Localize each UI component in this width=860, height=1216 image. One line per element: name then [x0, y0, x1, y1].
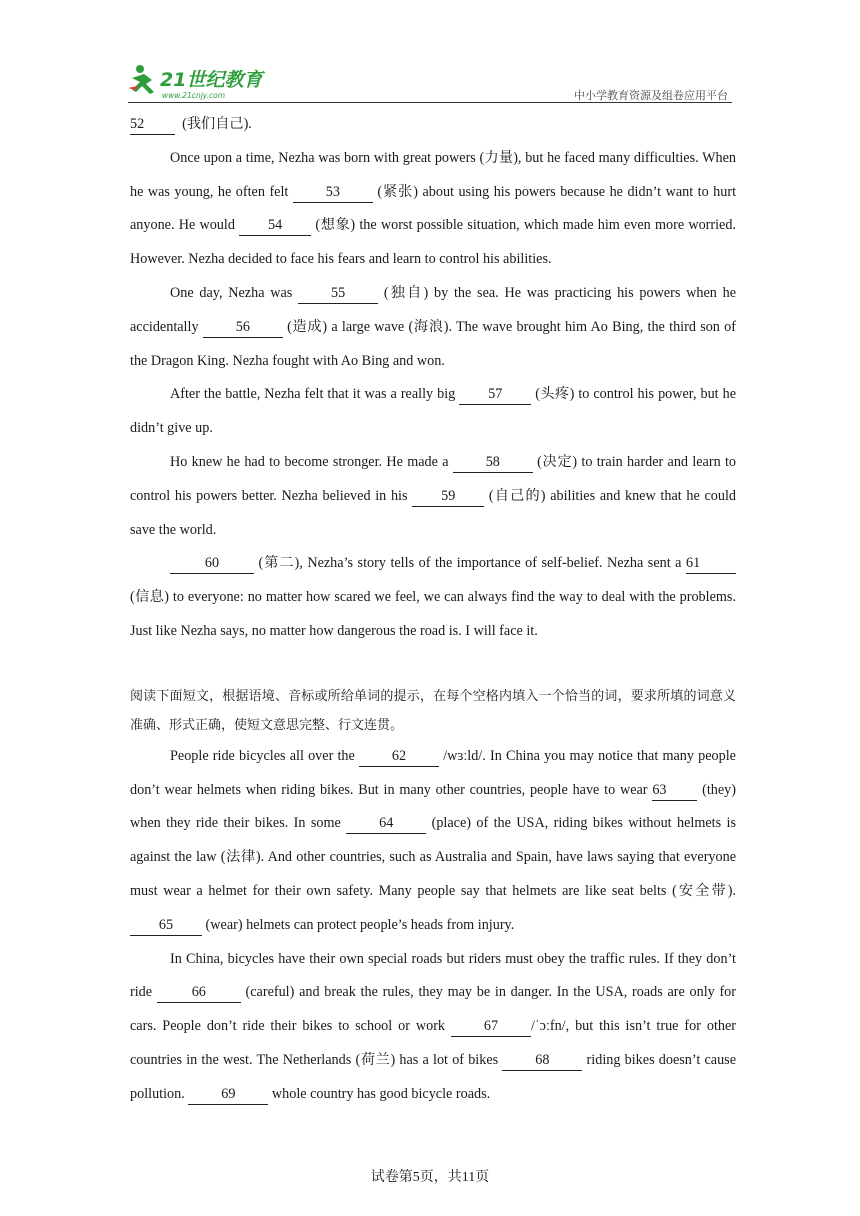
text: (第二), Nezha’s story tells of the importance of self-belief. Nezha sent a — [254, 555, 686, 572]
blank-54[interactable]: 54 — [239, 215, 311, 236]
text: (想象) the worst possible situation, which made him even more worried. However. Nezha decided to face his fears and learn to control his abilities. — [130, 217, 736, 268]
blank-69[interactable]: 69 — [188, 1084, 268, 1105]
blank-67[interactable]: 67 — [451, 1016, 531, 1037]
text: (紧张) about using his powers because he didn’t want to hurt anyone. He would — [130, 183, 737, 234]
text: (造成) a large wave (海浪). The wave brought him Ao Bing, the third son of the Dragon King. Nezha fought with Ao Bing and won. — [130, 318, 736, 369]
paragraph-1 — [130, 142, 736, 277]
page-footer: 试卷第5页，共11页 — [370, 1170, 490, 1185]
blank-63[interactable]: 63 — [652, 780, 697, 801]
text: (they) when they ride their bikes. In some — [130, 781, 736, 832]
logo-text: 21世纪教育 — [160, 69, 263, 91]
text: (careful) and break the rules, they may be in danger. In the USA, roads are only for cars. People don’t ride their bikes to school or work — [130, 984, 737, 1035]
header-divider — [128, 102, 732, 103]
text: Once upon a time, Nezha was born with great powers (力量), but he faced many difficulties. When he was young, he often felt — [130, 149, 736, 200]
paragraph-3 — [130, 378, 736, 446]
exam-content — [130, 108, 736, 1112]
text: (信息) to everyone: no matter how scared we feel, we can always find the way to deal with the problems. Just like Nezha says, no matter how dangerous the road is. I will face it. — [130, 589, 736, 639]
text: (决定) to train harder and learn to control his powers better. Nezha believed in his — [130, 453, 736, 504]
blank-53[interactable]: 53 — [293, 182, 373, 203]
blank-57[interactable]: 57 — [459, 384, 531, 405]
blank-56[interactable]: 56 — [203, 317, 283, 338]
logo — [128, 62, 268, 102]
text: People ride bicycles all over the — [170, 747, 359, 764]
paragraph-4 — [130, 446, 736, 547]
blank-59[interactable]: 59 — [412, 486, 484, 507]
text: (头疼) to control his power, but he didn’t give up. — [130, 386, 736, 437]
text: One day, Nezha was — [170, 284, 299, 301]
section-instructions: 阅读下面短文，根据语境、音标或所给单词的提示，在每个空格内填入一个恰当的词，要求所填的词意义准确、形式正确，使短文意思完整、行文连贯。 — [130, 688, 736, 733]
blank-52[interactable]: 52 — [130, 114, 175, 135]
text: In China, bicycles have their own special roads but riders must obey the traffic rules. If they don’t ride — [130, 950, 736, 1001]
paragraph-7 — [130, 943, 736, 1112]
text: (wear) helmets can protect people’s heads from injury. — [202, 916, 515, 933]
blank-62[interactable]: 62 — [359, 746, 439, 767]
blank-65[interactable]: 65 — [130, 915, 202, 936]
text: (独自) by the sea. He was practicing his powers when he accidentally — [130, 284, 736, 335]
text: Ho knew he had to become stronger. He made a — [170, 453, 453, 470]
text: /wɜːld/. In China you may notice that many people don’t wear helmets when riding bikes. But in many other countries, people have to wear — [130, 747, 736, 798]
text: /ˈɔːfn/, but this isn’t true for other countries in the west. The Netherlands (荷兰) has a lot of bikes — [130, 1018, 737, 1068]
text: After the battle, Nezha felt that it was a really big — [170, 386, 460, 403]
text: riding bikes doesn’t cause pollution. — [130, 1051, 736, 1102]
blank-61[interactable]: 61 — [686, 553, 736, 574]
blank-66[interactable]: 66 — [157, 982, 241, 1003]
header-platform-text: 中小学教育资源及组卷应用平台 — [574, 89, 728, 102]
logo-url: www.21cnjy.com — [162, 91, 226, 100]
text: (我们自己). — [182, 116, 252, 132]
text: whole country has good bicycle roads. — [268, 1085, 491, 1102]
blank-55[interactable]: 55 — [298, 283, 378, 304]
paragraph-6 — [130, 740, 736, 943]
blank-58[interactable]: 58 — [453, 452, 533, 473]
blank-68[interactable]: 68 — [502, 1050, 582, 1071]
text: (place) of the USA, riding bikes without helmets is against the law (法律). And other countries, such as Australia and Spain, have laws saying that everyone must wear a helmet for their own safety. Many people say that helmets are like seat belts (安全带). — [130, 815, 736, 899]
blank-60[interactable]: 60 — [170, 553, 254, 574]
runner-icon — [128, 65, 154, 94]
paragraph-0 — [130, 108, 736, 142]
blank-64[interactable]: 64 — [346, 813, 426, 834]
page-header — [128, 60, 732, 104]
paragraph-2 — [130, 277, 736, 378]
text: (自己的) abilities and knew that he could save the world. — [130, 487, 736, 538]
paragraph-5 — [130, 547, 736, 648]
